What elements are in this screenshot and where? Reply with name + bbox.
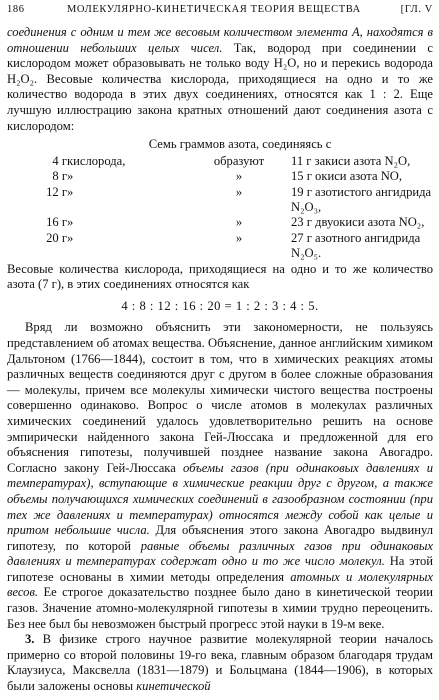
physics-paragraph — [7, 632, 433, 694]
table-row — [23, 154, 433, 169]
oxygen-word: » — [67, 169, 74, 184]
para2-text-1: Вряд ли возможно объяснить эти закономерности, не пользуясь представлением об атомах вещества. Объяснение, данное английским химиком Дальтоном (1766—1844), состоит в том, что в химических реакциях атомы различных веществ соединяются друг с другом в более сложные образования — молекулы, причем все молекулы химически чистого вещества построены совершенно одинаково. Вопрос о числе атомов в молекулах различных химических соединений удалось удовлетворительно решить на основе эмпирически найденного закона Гей-Люссака и предложенной для его объяснения гипотезы, получившей позднее название закона Авогадро. Согласно закону Гей-Люссака — [7, 320, 433, 475]
running-title: МОЛЕКУЛЯРНО-КИНЕТИЧЕСКАЯ ТЕОРИЯ ВЕЩЕСТВА — [67, 4, 361, 15]
product-cell: 15 г окиси азота NO, — [291, 169, 403, 184]
verb-cell: » — [235, 215, 243, 230]
product-cell: 19 г азотистого ангидрида N₂O₃, — [291, 184, 432, 214]
product-cell: 27 г азотного ангидрида N₂O₅. — [291, 230, 421, 261]
verb-cell: » — [235, 230, 243, 245]
oxygen-word: » — [67, 215, 74, 230]
oxygen-amount: 12 г — [46, 184, 67, 199]
para3-italic: кинетической — [136, 679, 211, 694]
page-body — [7, 25, 433, 695]
table-row — [23, 215, 433, 230]
running-header — [7, 4, 433, 20]
para2-text-3: На этой гипотезе основаны в химии методы определения — [7, 554, 433, 584]
table-row — [23, 231, 433, 262]
atomic-weights-italic: атомных и молекулярных весов. — [7, 569, 433, 600]
after-table-text: Весовые количества кислорода, приходящиеся на одно и то же количество азота (7 г), в этих соединениях относятся как — [7, 261, 433, 292]
table-caption: Семь граммов азота, соединяясь с — [148, 137, 332, 152]
avogadro-hypothesis-italic: равные объемы различных газов при одинаковых давлениях и температурах содержат одно и то же число молекул. — [7, 538, 433, 569]
table-row — [23, 169, 433, 184]
oxygen-amount: 8 г — [52, 169, 67, 184]
intro-italic: соединения с одним и тем же весовым количеством элемента А, находятся в отношении небольших целых чисел. — [7, 25, 433, 55]
intro-text: Так, водород при соединении с кислородом может образовывать не только воду H₂O, но и перекись водорода H₂O₂. Весовые количества кислорода, приходящиеся на одно и то же количество водорода в этих двух соединениях, относятся как 1 : 2. Еще лучшую иллюстрацию закона кратных отношений дают соединения азота с кислородом: — [7, 40, 434, 133]
verb-cell: » — [235, 169, 243, 184]
ratio-equation: 4 : 8 : 12 : 16 : 20 = 1 : 2 : 3 : 4 : 5. — [121, 298, 319, 313]
oxygen-amount: 4 г — [52, 153, 67, 168]
product-cell: 23 г двуокиси азота NO₂, — [291, 215, 425, 230]
oxygen-amount: 16 г — [46, 215, 67, 230]
para2-text-2: Для объяснения этого закона Авогадро выдвинул гипотезу, по которой — [7, 523, 433, 553]
para2-text-4: Ее строгое доказательство позднее было дано в кинетической теории газов. Значение атомно-молекулярной гипотезы в химии трудно переоценить. Без нее был бы невозможен быстрый прогресс этой науки в 19-м веке. — [7, 585, 433, 631]
oxygen-word: » — [67, 184, 74, 199]
verb-cell: » — [235, 184, 243, 199]
intro-paragraph — [7, 25, 433, 134]
product-cell: 11 г закиси азота N₂O, — [291, 153, 411, 168]
oxygen-amount: 20 г — [46, 230, 67, 245]
nitrogen-oxides-table — [23, 154, 433, 262]
page-number: 186 — [7, 4, 25, 15]
table-row — [23, 185, 433, 216]
chapter-label: [ГЛ. V — [400, 4, 433, 15]
section-number: 3. — [25, 632, 35, 647]
verb-cell: образуют — [213, 153, 265, 168]
gay-lussac-law-italic: объемы газов (при одинаковых давлениях и температурах), вступающие в химические реакции друг с другом, а также объемы получающихся химических соединений в газообразном состоянии (при тех же давлениях и температурах) относятся между собой как целые и притом небольшие числа. — [7, 460, 434, 538]
oxygen-word: кислорода, — [67, 153, 126, 168]
oxygen-word: » — [67, 230, 74, 245]
para3-text: В физике строго научное развитие молекулярной теории началось примерно со второй половины 19-го века, главным образом благодаря трудам Клаузиуса, Максвелла (1831—1879) и Больцмана (1844—1906), в которых были заложены основы — [7, 632, 433, 694]
dalton-paragraph — [7, 320, 433, 632]
